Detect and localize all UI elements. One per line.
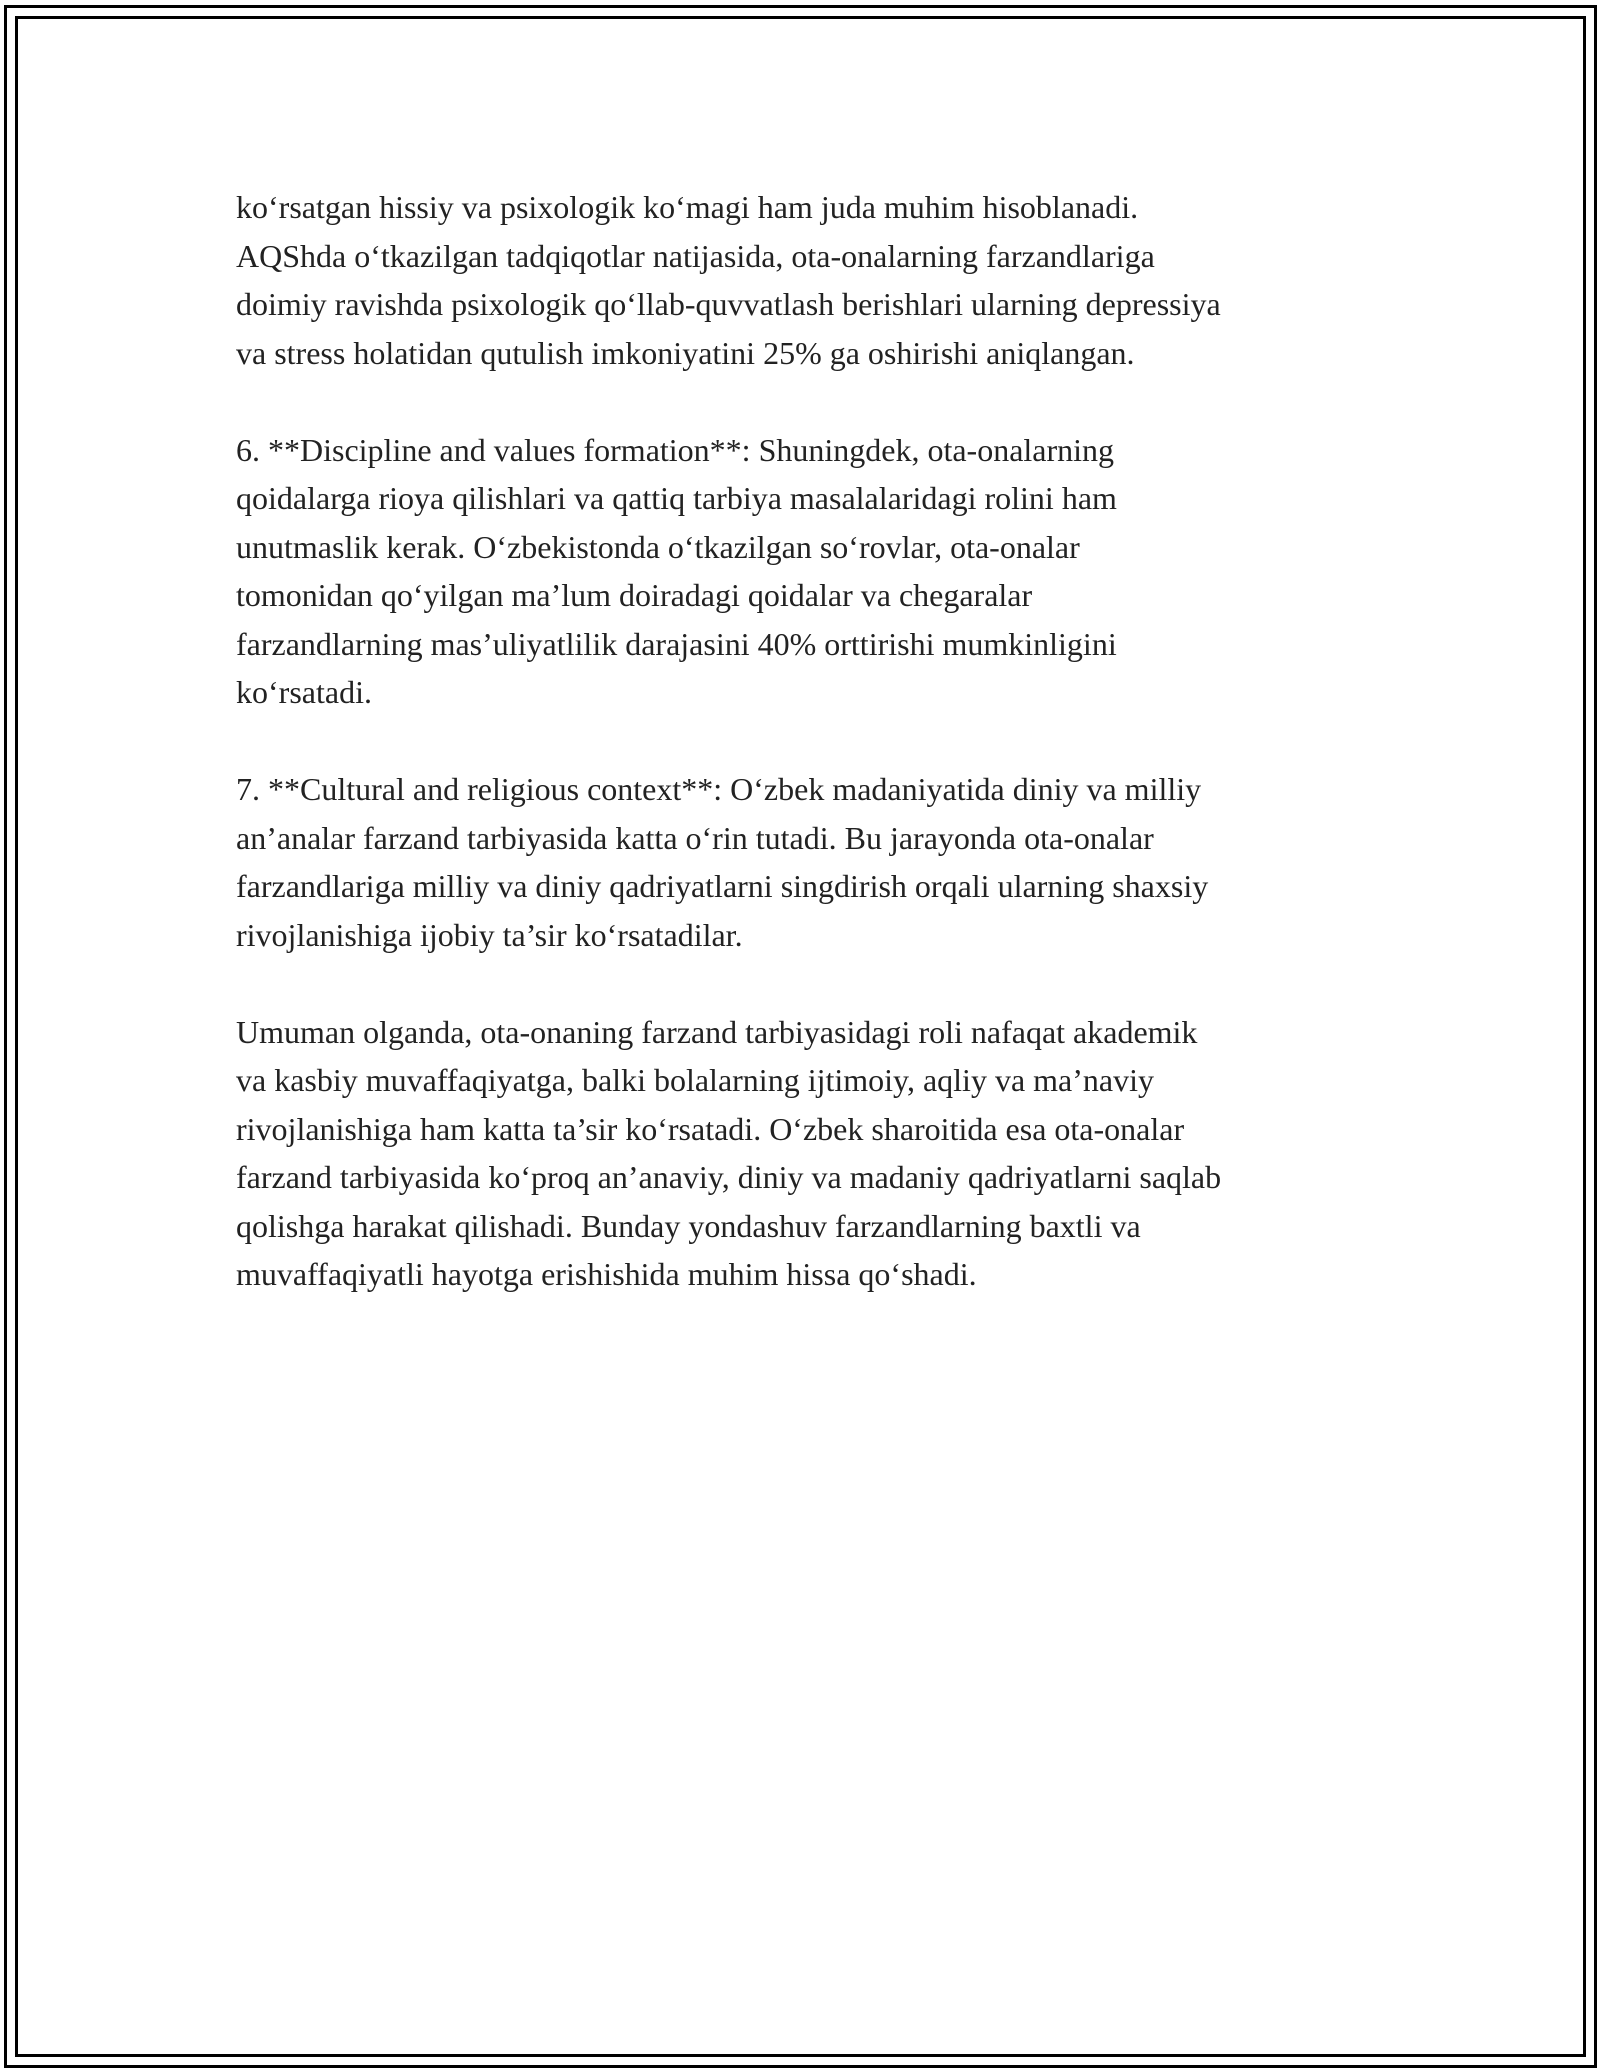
text-line: 7. **Cultural and religious context**: O‘zbek madaniyatida diniy va milliy — [236, 771, 1202, 807]
text-line: farzandlarning mas’uliyatlilik darajasini 40% orttirishi mumkinligini — [236, 625, 1117, 662]
document-body — [236, 183, 1376, 1347]
text-line: Umuman olganda, ota-onaning farzand tarbiyasidagi roli nafaqat akademik — [236, 1013, 1198, 1050]
text-line: unutmaslik kerak. O‘zbekistonda o‘tkazilgan so‘rovlar, ota-onalar — [236, 528, 1080, 565]
text-line: ko‘rsatgan hissiy va psixologik ko‘magi ham juda muhim hisoblanadi. — [236, 189, 1139, 225]
paragraph-cultural-religious — [236, 765, 1376, 959]
text-line: tomonidan qo‘yilgan ma’lum doiradagi qoidalar va chegaralar — [236, 577, 1033, 613]
text-line: AQShda o‘tkazilgan tadqiqotlar natijasida, ota-onalarning farzandlariga — [236, 237, 1155, 274]
text-line: farzand tarbiyasida ko‘proq an’anaviy, diniy va madaniy qadriyatlarni saqlab — [236, 1159, 1222, 1195]
text-line: doimiy ravishda psixologik qo‘llab-quvvatlash berishlari ularning depressiya — [236, 286, 1221, 322]
text-line: muvaffaqiyatli hayotga erishishida muhim hissa qo‘shadi. — [236, 1256, 977, 1292]
paragraph-discipline-values — [236, 426, 1376, 717]
text-line: 6. **Discipline and values formation**: Shuningdek, ota-onalarning — [236, 431, 1115, 468]
text-line: va stress holatidan qutulish imkoniyatini 25% ga oshirishi aniqlangan. — [236, 334, 1135, 371]
text-line: ko‘rsatadi. — [236, 674, 372, 710]
paragraph-emotional-support — [236, 183, 1376, 377]
text-line: rivojlanishiga ijobiy ta’sir ko‘rsatadilar. — [236, 916, 743, 953]
text-line: rivojlanishiga ham katta ta’sir ko‘rsatadi. O‘zbek sharoitida esa ota-onalar — [236, 1110, 1185, 1147]
text-line: qoidalarga rioya qilishlari va qattiq tarbiya masalalaridagi rolini ham — [236, 480, 1117, 516]
text-line: va kasbiy muvaffaqiyatga, balki bolalarning ijtimoiy, aqliy va ma’naviy — [236, 1062, 1154, 1098]
paragraph-conclusion — [236, 1008, 1376, 1299]
text-line: an’analar farzand tarbiyasida katta o‘rin tutadi. Bu jarayonda ota-onalar — [236, 819, 1154, 856]
text-line: farzandlariga milliy va diniy qadriyatlarni singdirish orqali ularning shaxsiy — [236, 868, 1209, 904]
text-line: qolishga harakat qilishadi. Bunday yondashuv farzandlarning baxtli va — [236, 1207, 1141, 1244]
